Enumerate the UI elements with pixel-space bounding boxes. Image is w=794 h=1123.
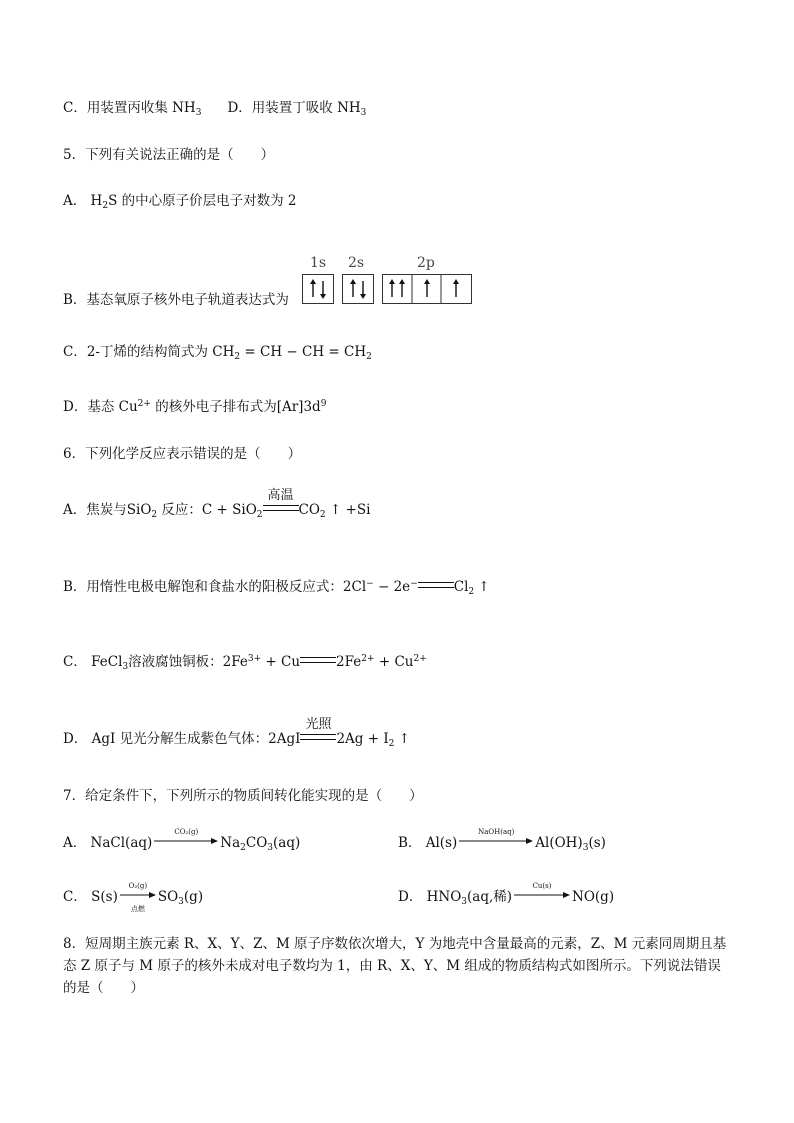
- q6-option-a: A．焦炭与SiO$_2$ 反应：C + SiO$_2$ 高温 $CO_2$ ↑ +Si: [63, 488, 371, 520]
- q7-option-c: C． S(s) O₂(g) 点燃 $SO_3(g)$: [63, 882, 204, 913]
- orbital-box-1s: [302, 274, 334, 304]
- reaction-arrow: Cu(s): [514, 887, 570, 907]
- orbital-box-2s: [342, 274, 374, 304]
- q4-options-cd: C．用装置丙收集 $NH_3$ D．用装置丁吸收 $NH_3$: [63, 100, 367, 118]
- reaction-arrow: CO₂(g): [154, 833, 218, 853]
- q7-option-d: D． $HNO_3(aq$,稀) Cu(s) NO(g): [398, 882, 615, 907]
- q5-option-d: D．基态 $Cu^{2+}$ 的核外电子排布式为$[Ar]3d^9$: [63, 399, 327, 415]
- paired-electron-arrows-icon: [343, 275, 373, 303]
- q5-option-a: A． $H_2S$ 的中心原子价层电子对数为 2: [63, 193, 297, 211]
- reaction-condition-equals: 光照: [300, 729, 336, 749]
- q6-option-d: D． AgI 见光分解生成紫色气体：2AgI 光照 $2Ag + I_2$ ↑: [63, 717, 411, 749]
- q8-stem: 8．短周期主族元素 R、X、Y、Z、M 原子序数依次增大，Y 为地壳中含量最高的元素，Z、M 元素同周期且基态 Z 原子与 M 原子的核外未成对电子数均为 1，由 R、X、Y、M 组成的物质结构式如图所示。下列说法错误的是（ ）: [63, 936, 727, 996]
- q7-option-a: A． NaCl(aq) CO₂(g) $Na_2CO_3(aq)$: [63, 828, 301, 853]
- q6-option-c: C． FeCl$_3$溶液腐蚀铜板：$2Fe^{3+} + Cu$ $2Fe^{2+} + Cu^{2+}$: [63, 654, 427, 672]
- reaction-condition-equals: 高温: [263, 500, 299, 520]
- reaction-arrow: O₂(g) 点燃: [120, 887, 156, 907]
- equals-sign: [300, 652, 336, 672]
- q4-option-c: C．用装置丙收集 NH: [63, 100, 196, 116]
- unpaired-electron-arrows-icon: [383, 275, 471, 303]
- q7-stem: 7．给定条件下，下列所示的物质间转化能实现的是（ ）: [63, 788, 423, 804]
- orbital-box-2p: [382, 274, 472, 304]
- q6-option-b: B．用惰性电极电解饱和食盐水的阳极反应式：2Cl− − 2e− $Cl_2$ ↑: [63, 579, 490, 597]
- q5-stem: 5．下列有关说法正确的是（ ）: [63, 147, 275, 163]
- orbital-label-2s: 2s: [348, 255, 365, 271]
- q5-option-b: B．基态氧原子核外电子轨道表达式为: [63, 292, 289, 308]
- q4-option-d: D．用装置丁吸收 NH: [227, 100, 361, 116]
- orbital-label-1s: 1s: [310, 255, 327, 271]
- q7-option-b: B． Al(s) NaOH(aq) $Al(OH)_3(s)$: [398, 828, 606, 853]
- equals-sign: [418, 577, 454, 597]
- orbital-label-2p: 2p: [417, 255, 435, 271]
- paired-electron-arrows-icon: [303, 275, 333, 303]
- q6-stem: 6．下列化学反应表示错误的是（ ）: [63, 446, 302, 462]
- q5-option-c: C．2-丁烯的结构简式为 $CH_2$ = CH − CH = $CH_2$: [63, 344, 372, 362]
- reaction-arrow: NaOH(aq): [459, 833, 533, 853]
